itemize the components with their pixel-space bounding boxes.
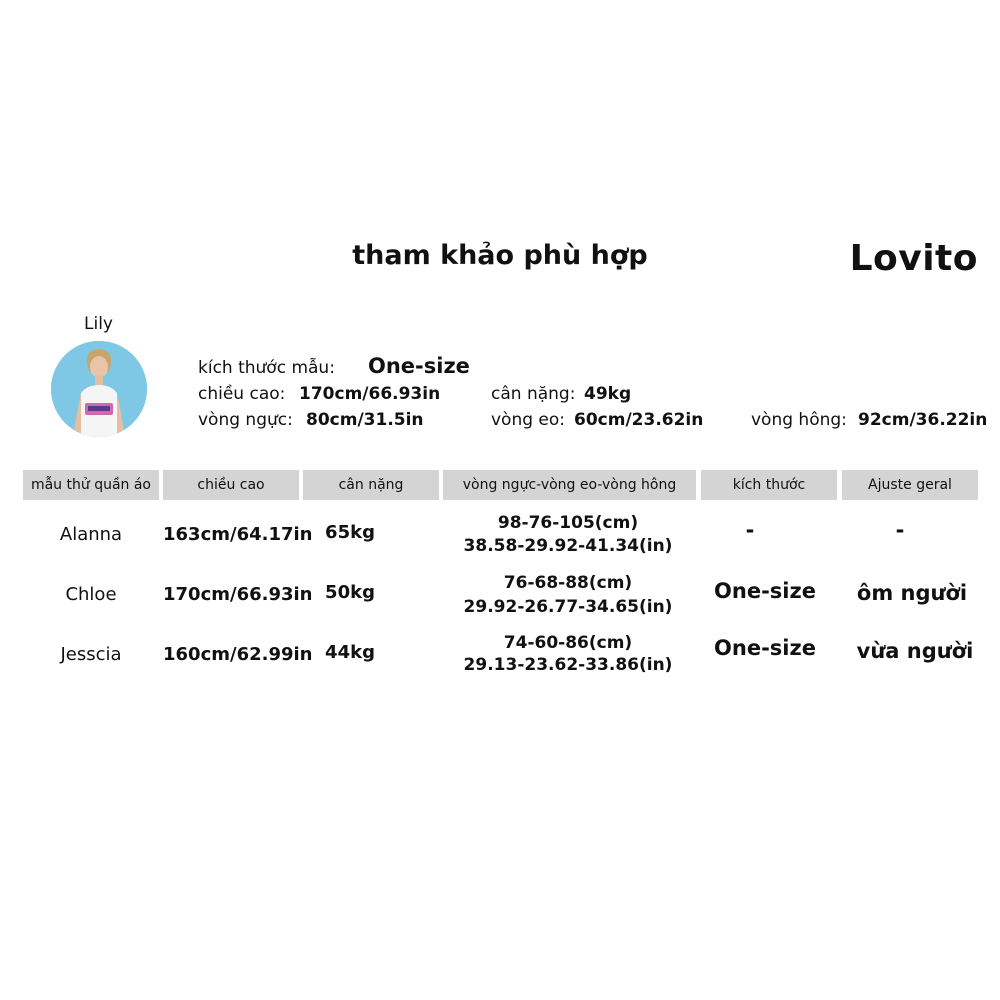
model-bust-value: 80cm/31.5in — [306, 410, 424, 430]
brand-logo: Lovito — [849, 238, 978, 279]
row-model-name: Chloe — [65, 584, 117, 605]
row-measurements-cm: 74-60-86(cm) — [503, 633, 633, 653]
header-fit: Ajuste geral — [842, 470, 978, 500]
row-model-name: Jesscia — [60, 644, 122, 665]
model-size-value: One-size — [368, 354, 470, 378]
row-measurements-cm: 76-68-88(cm) — [503, 573, 633, 593]
model-hip-label: vòng hông: — [751, 410, 847, 430]
row-fit: vừa người — [856, 639, 974, 663]
row-model-name: Alanna — [59, 524, 123, 545]
row-height: 163cm/64.17in — [163, 524, 313, 545]
row-weight: 44kg — [325, 642, 375, 663]
row-measurements-cm: 98-76-105(cm) — [497, 513, 639, 533]
row-size: - — [745, 518, 755, 542]
model-hip-value: 92cm/36.22in — [858, 410, 988, 430]
row-height: 160cm/62.99in — [163, 644, 313, 665]
page-title: tham khảo phù hợp — [352, 240, 648, 271]
row-measurements-in: 29.92-26.77-34.65(in) — [463, 597, 673, 617]
model-waist-value: 60cm/23.62in — [574, 410, 704, 430]
row-fit: ôm người — [856, 581, 968, 605]
row-measurements-in: 29.13-23.62-33.86(in) — [463, 655, 673, 675]
model-avatar — [51, 341, 147, 437]
model-weight-value: 49kg — [584, 384, 632, 404]
row-measurements-in: 38.58-29.92-41.34(in) — [463, 536, 673, 556]
header-size: kích thước — [701, 470, 837, 500]
model-height-label: chiều cao: — [198, 384, 286, 404]
header-height: chiều cao — [163, 470, 299, 500]
row-weight: 50kg — [325, 582, 375, 603]
model-waist-label: vòng eo: — [491, 410, 566, 430]
model-photo — [51, 341, 147, 437]
row-fit: - — [895, 518, 905, 542]
model-height-value: 170cm/66.93in — [299, 384, 441, 404]
row-size: One-size — [714, 636, 816, 660]
model-weight-label: cân nặng: — [491, 384, 576, 404]
model-name: Lily — [84, 314, 113, 334]
model-size-label: kích thước mẫu: — [198, 358, 335, 378]
header-measurements: vòng ngực-vòng eo-vòng hông — [443, 470, 696, 500]
row-weight: 65kg — [325, 522, 375, 543]
row-height: 170cm/66.93in — [163, 584, 313, 605]
row-size: One-size — [714, 579, 816, 603]
header-weight: cân nặng — [303, 470, 439, 500]
header-model: mẫu thử quần áo — [23, 470, 159, 500]
model-bust-label: vòng ngực: — [198, 410, 293, 430]
